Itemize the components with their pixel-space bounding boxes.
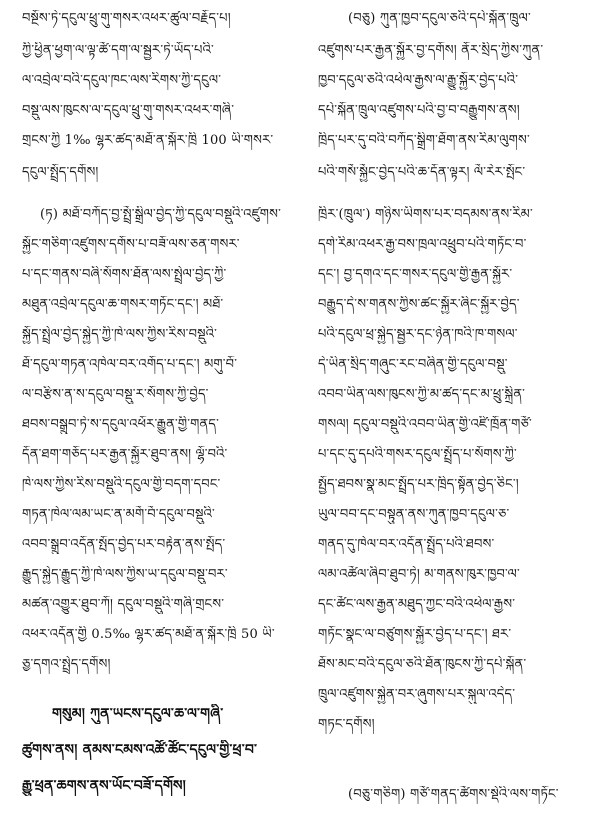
text-line: མཐུན་འབྲེལ་དངུལ་ཆ་གསར་གཏོང་དང་། མཐོ་ xyxy=(22,297,224,312)
text-line: ཡུལ་བབ་དང་བསྟུན་ནས་ཀུན་ཁྱབ་དངུལ་ཅ་ xyxy=(318,507,510,522)
text-line: དང་ཚོང་ལས་རྒྱན་མཐུད་ཀྱང་བའི་འཕེལ་རྒྱས་ xyxy=(318,597,516,612)
text-line: ཐབས་བསྒྲུབ་ཏེ་ས་དངུལ་འཕོར་རྒྱུན་གྱི་གནད་ xyxy=(22,417,220,432)
text-line: ཁྲིད་པར་དུ་བའི་བཀོད་སྒྲིག་ཐོག་ནས་རིམ་ལུགས་ xyxy=(318,133,530,148)
text-line: པ་དང་དུ་དཔའི་གསར་དངུལ་སྤྲོད་པ་སོགས་ཀྱི་ xyxy=(318,447,517,462)
text-line: དོན་ཐག་གཅོད་པར་རྒྱན་སྐྱོར་ཐུབ་ནས། ལྷོ་བའི་ xyxy=(22,447,228,462)
text-line: འཛུགས་པར་རྒྱན་སྐྱོར་བྱ་དགོས། ནོར་སྲིད་ཀྱིས་ཀུན་ xyxy=(318,43,544,58)
text-line: བསྔོས་ཏེ་དངུལ་ཕྲུ་གུ་གསར་འཕར་ཚུལ་བརྗོད་པ། xyxy=(22,11,231,26)
text-line: བརྒྱུད་དེ་ས་གནས་ཀྱིས་ཚང་སྐྱོར་ཞིང་སྐྱོར་བྱེད་ xyxy=(318,297,520,312)
text-line: ཅྱ་དགའ་སྤྲེད་དགོས། xyxy=(22,657,111,672)
text-line: ལ་འབྲེལ་བའི་དངུལ་ཁང་ལས་རིགས་ཀྱི་དངུལ་ xyxy=(22,73,222,88)
text-line: ཁེ་ལས་ཀྱིས་རིས་བསྡུའི་དངུལ་གྱི་བདག་དབང་ xyxy=(22,477,221,492)
text-line: ཁྱབ་དངུལ་ཅའི་འཕེལ་རྒྱས་ལ་རྒྱུ་སྐྱོར་བྱེད་པའི་ xyxy=(318,73,519,88)
text-line: གྲངས་ཀྱི 1‰ ལྷར་ཚད་མཐོ་ན་སྐོར་ཁྲི 100 ཡི་གསར་ xyxy=(22,133,274,148)
section-heading: ཚུགས་ནས། ནམས་ངམས་འཚོ་ཚོང་དངུལ་གྱི་ཕྲ་བ་ xyxy=(22,742,258,758)
text-line: འབབ་ཡིན་ལས་ཁུངས་ཀྱི་མ་ཚད་དང་མ་ཕྲུ་སྐྲིན་ xyxy=(318,387,526,402)
text-line: གཏང་དགོས། xyxy=(318,717,375,732)
text-line: ལ་བརྩིས་ན་ས་དངུལ་བསྡུ་ར་སོགས་ཀྱི་བྱེད་ xyxy=(22,387,209,402)
text-line: དེ་ཡིན་སྲིད་གཞུང་རང་བཞིན་གྱི་དངུལ་བསྡུ་ xyxy=(318,357,508,372)
text-line: ལམ་འཚོལ་ཞིབ་ཐུབ་ཏེ། མ་གནས་ཁུར་ཁྱབ་ལ་ xyxy=(318,567,520,582)
text-line: ཀྱི་ཕྱིན་ཕྱག་ལ་ལྟ་ཚོ་དག་ལ་སྦྱར་ཏེ་ཡོད་པའི་ xyxy=(22,43,214,58)
text-line: བསྡུ་ལས་ཁུངས་ལ་དངུལ་ཕྲུ་གུ་གསར་འཕར་གཞི་ xyxy=(22,103,235,118)
text-line: པའི་གསོ་སྐྱོང་བྱེད་པའི་ཆ་དོན་ལྟར། ལོ་རེར་སྤོང་ xyxy=(318,165,526,180)
left-text-column xyxy=(22,0,292,827)
text-line: དང་། བྱ་དགའ་དང་གསར་དངུལ་གྱི་རྒྱན་སྐྱོར་ xyxy=(318,267,513,282)
text-line: དངུལ་སྤྲོད་དགོས། xyxy=(22,165,99,180)
text-line: མཚན་འགྱུར་ཐུབ་ཀོ། དངུལ་བསྡུའི་གཞི་གྲངས་ xyxy=(22,597,225,612)
section-heading: རྒྱུ་ཕྲན་ཆགས་ནས་ཡོང་བཟོ་དགོས། xyxy=(22,778,186,794)
text-line: ཁྲིར་(ཁྲུལ་) གཉིས་ཡིགས་པར་བདམས་ནས་རིམ་ xyxy=(318,207,533,222)
text-line: གནད་དུ་ཁེལ་བར་འདོན་སྤྲོད་པའི་ཐབས་ xyxy=(318,537,495,552)
text-line: སྐྱོང་གཅིག་འཛུགས་དགོས་པ་བཟོ་ལས་ཅན་གསར་ xyxy=(22,237,240,252)
text-line: གསལ། དངུལ་བསྡུའི་འབབ་ཡིན་གྱི་འཛི་ཁྲོན་གཙོ་ xyxy=(318,417,532,432)
section-heading: གསུམ། ཀུན་ཡངས་དངུལ་ཆ་ལ་གཞི་ xyxy=(52,706,224,722)
section-start-line: (ཏ) མཐོ་བཀོད་བྱ་སྤྲོ་སྒྲིལ་བྱེད་ཀྱི་དངུལ་བསྡུའི་འཛུགས་ xyxy=(40,207,281,222)
text-line: ཐོ་དངུལ་གཏན་འཁེལ་བར་འགོད་པ་དང་། མགུ་བོ་ xyxy=(22,357,238,372)
text-line: པའི་དངུལ་ཕྲ་སྐྱེད་སྦྱར་དང་ཉེན་ཁའི་ཁ་གསལ་ xyxy=(318,327,518,342)
text-line: གཏོང་སྣང་ལ་བཙུགས་སྐྱོར་བྱེད་པ་དང་། ཐར་ xyxy=(318,627,512,642)
text-line: རྒྱུད་སྐྱེད་རྒྱུད་ཀྱི་ཁེ་ལས་ཀྱིས་ཡ་དངུལ་བསྡུ་བར་ xyxy=(22,567,228,582)
text-line: པ་དང་གནས་བཞི་སོགས་ཐོན་ལས་སྤྲེལ་བྱེད་ཀྱི་ xyxy=(22,267,227,282)
text-line: སྤྱོད་ཐབས་སྣ་མང་སྤྲོད་པར་ཁྲིད་སྟོན་བྱེད་ཅིང་། xyxy=(318,477,519,492)
text-line: སྐྱོད་སྤྲེལ་བྱེད་སྐྱེད་ཀྱི་ཁེ་ལས་ཀྱིས་རིས་བསྡུའི་ xyxy=(22,327,218,342)
text-line: འཕར་འདོན་གྱི 0.5‰ ལྷར་ཚད་མཐོ་ན་སྐོར་ཁྲི 50 ཡི་ xyxy=(22,627,275,642)
text-line: ཁྲུལ་འཛུགས་སྐྱེན་བར་ཞུགས་པར་སྐུལ་འདེད་ xyxy=(318,687,516,702)
text-line: གཏན་ཁེལ་ལམ་ཡང་ན་མགོ་བོ་དངུལ་བསྡུའི་ xyxy=(22,507,215,522)
section-start-line: (བཅུ) ཀུན་ཁྱབ་དངུལ་ཅའི་དཔེ་སྐོན་ཁྲུལ་ xyxy=(348,11,531,26)
text-line: འབབ་སྒྲུབ་འདོན་སྤོད་བྱེད་པར་བརྟེན་ནས་སྤོད་ xyxy=(22,537,226,552)
text-line: དགེ་རིམ་འཕར་རྒྱ་བས་ཁྲལ་འཕྲུབ་པའི་གཏོང་བ་ xyxy=(318,237,527,252)
text-line: ཐོས་མང་བའི་དངུལ་ཅའི་ཐོན་ཁུངས་ཀྱི་དཔེ་སྐོན་ xyxy=(318,657,527,672)
right-text-column xyxy=(318,0,588,827)
section-start-line: (བཅུ་གཅིག) གཙོ་གནད་ཚོགས་སྡེའི་ལས་གཏོང་ xyxy=(348,787,559,802)
text-line: དཔེ་སྐོན་ཁྲུལ་འཛུགས་པའི་བྱ་བ་བརྒྱུགས་ནས། xyxy=(318,103,520,118)
